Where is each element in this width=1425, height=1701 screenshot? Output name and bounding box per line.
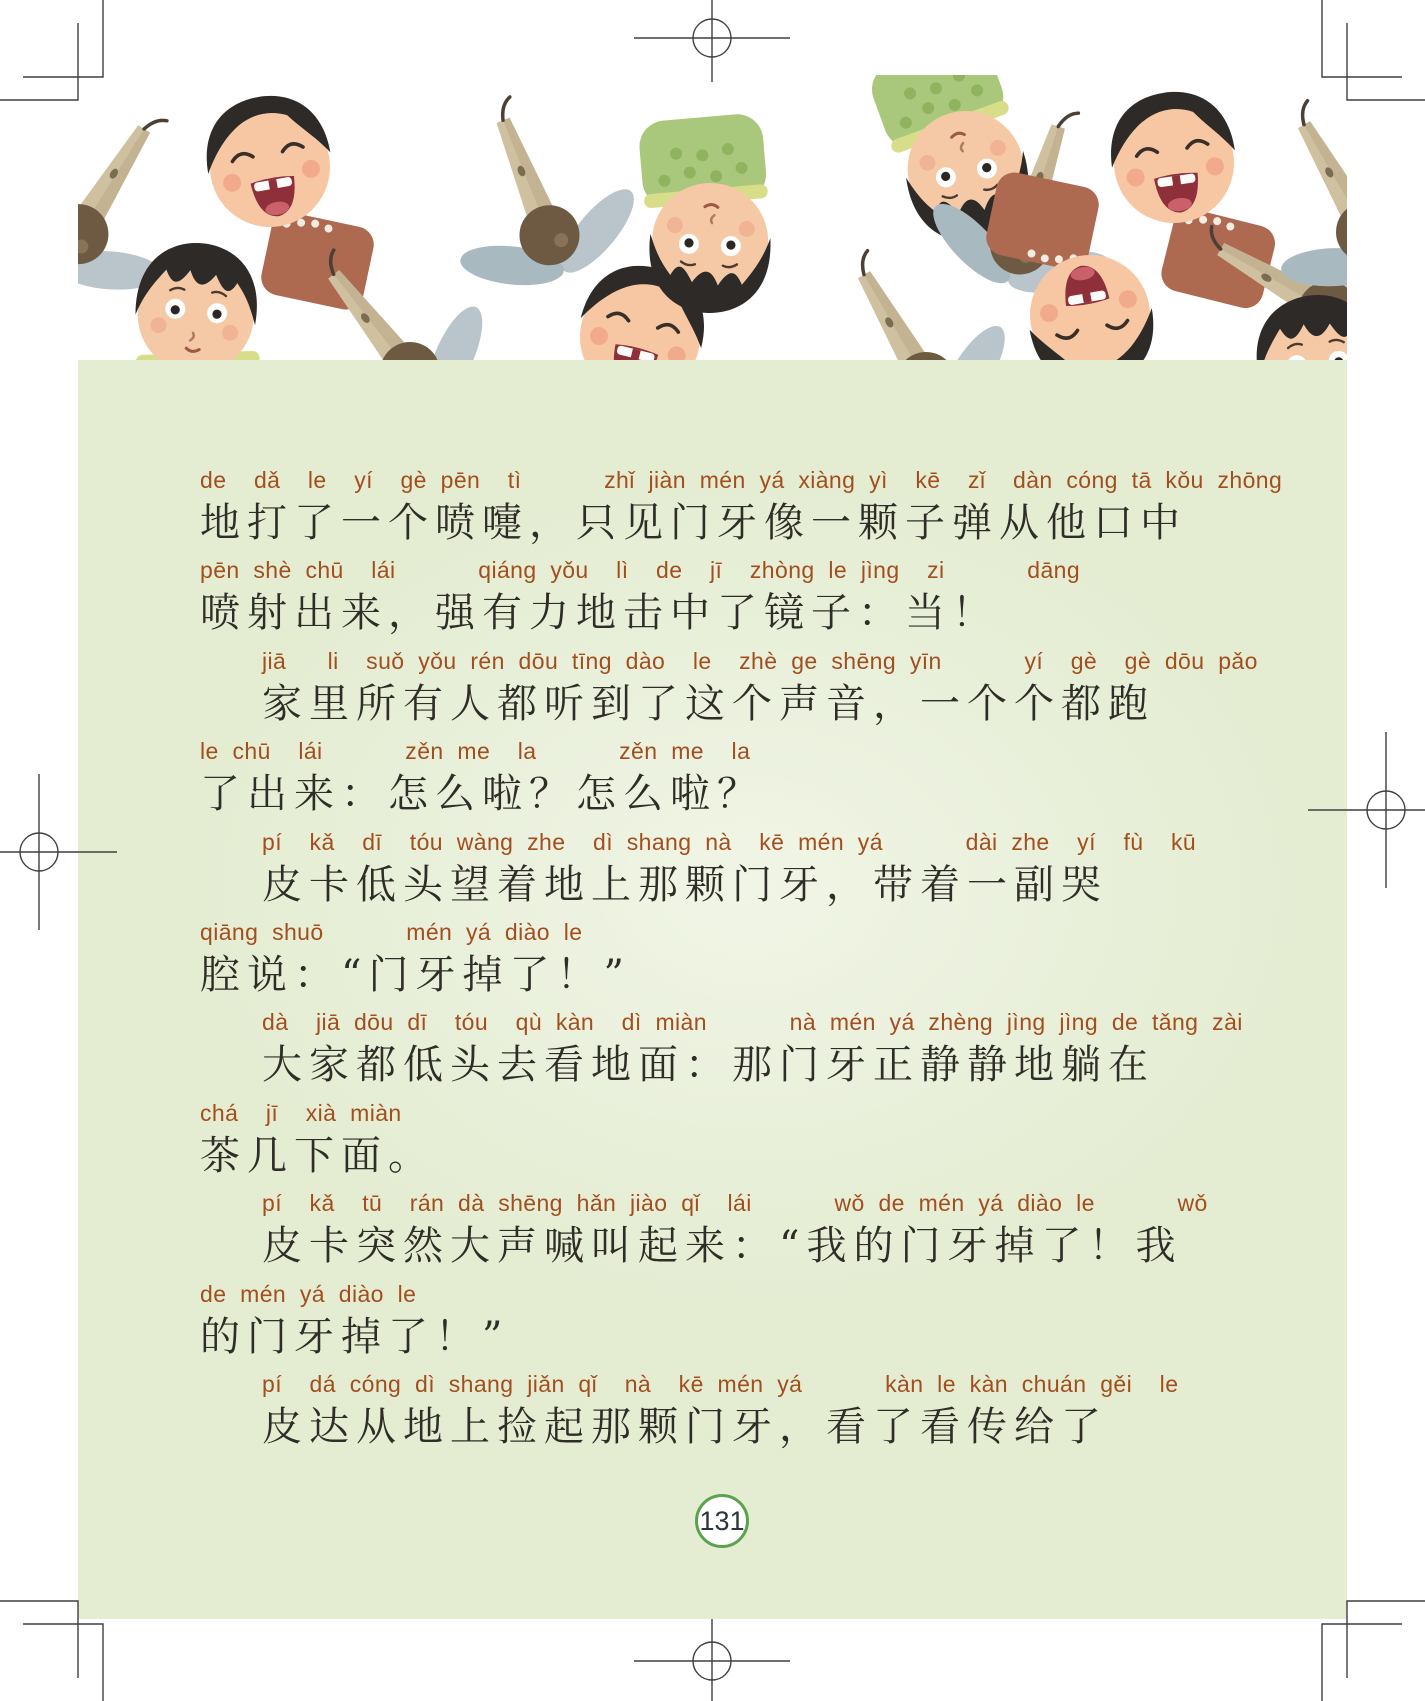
- text-row: [200, 466, 1347, 556]
- pinyin-line: pí kǎ tū rán dà shēng hǎn jiào qǐ lái wǒ de mén yá diào le wǒ: [262, 1190, 1208, 1217]
- pinyin-line: qiāng shuō mén yá diào le: [200, 918, 583, 945]
- pinyin-line: chá jī xià miàn: [200, 1099, 402, 1126]
- hanzi-line: 皮卡突然大声喊叫起来：“我的门牙掉了！我: [262, 1223, 1183, 1270]
- text-row: [200, 1280, 1347, 1370]
- registration-target-top: [634, 0, 790, 82]
- illustration-pattern: [78, 75, 1347, 360]
- hanzi-line: 大家都低头去看地面：那门牙正静静地躺在: [262, 1042, 1155, 1089]
- text-row: [200, 556, 1347, 646]
- registration-target-bottom: [634, 1619, 790, 1701]
- surprised-boy-face-illustration: [122, 237, 282, 360]
- hanzi-line: 的门牙掉了！”: [200, 1313, 510, 1360]
- hanzi-line: 皮达从地上捡起那颗门牙，看了看传给了: [262, 1403, 1108, 1450]
- surprised-boy-face-illustration: [1250, 287, 1347, 360]
- hanzi-line: 家里所有人都听到了这个声音，一个个都跑: [262, 680, 1155, 727]
- pinyin-line: dà jiā dōu dī tóu qù kàn dì miàn nà mén yá zhèng jìng jìng de tǎng zài: [262, 1009, 1243, 1036]
- hanzi-line: 喷射出来，强有力地击中了镜子：当！: [200, 590, 999, 637]
- text-row: [262, 1370, 1347, 1460]
- text-row: [200, 1099, 1347, 1189]
- pinyin-line: le chū lái zěn me la zěn me la: [200, 738, 751, 765]
- pinyin-line: pí dá cóng dì shang jiǎn qǐ nà kē mén yá kàn le kàn chuán gěi le: [262, 1370, 1179, 1397]
- pinyin-line: de mén yá diào le: [200, 1280, 417, 1307]
- text-row: [262, 828, 1347, 918]
- story-text-block: [78, 360, 1347, 1460]
- header-illustration-band: [78, 75, 1347, 360]
- story-text-panel: [78, 360, 1347, 1619]
- hanzi-line: 了出来：怎么啦？怎么啦？: [200, 771, 764, 818]
- hanzi-line: 皮卡低头望着地上那颗门牙，带着一副哭: [262, 861, 1108, 908]
- pinyin-line: de dǎ le yí gè pēn tì zhǐ jiàn mén yá xiàng yì kē zǐ dàn cóng tā kǒu zhōng: [200, 467, 1283, 493]
- hanzi-line: 地打了一个喷嚏，只见门牙像一颗子弹从他口中: [200, 500, 1187, 546]
- page-number-badge: 131: [695, 1494, 749, 1548]
- pinyin-line: pēn shè chū lái qiáng yǒu lì de jī zhòng le jìng zi dāng: [200, 557, 1081, 584]
- text-row: [262, 1189, 1347, 1279]
- text-row: [262, 1008, 1347, 1098]
- text-row: [200, 737, 1347, 827]
- hanzi-line: 茶几下面。: [200, 1132, 435, 1179]
- pinyin-line: pí kǎ dī tóu wàng zhe dì shang nà kē mén yá dài zhe yí fù kū: [262, 828, 1197, 855]
- hanzi-line: 腔说：“门牙掉了！”: [200, 951, 631, 998]
- pinyin-line: jiā li suǒ yǒu rén dōu tīng dào le zhè ge shēng yīn yí gè gè dōu pǎo: [262, 647, 1258, 674]
- text-row: [262, 647, 1347, 737]
- text-row: [200, 918, 1347, 1008]
